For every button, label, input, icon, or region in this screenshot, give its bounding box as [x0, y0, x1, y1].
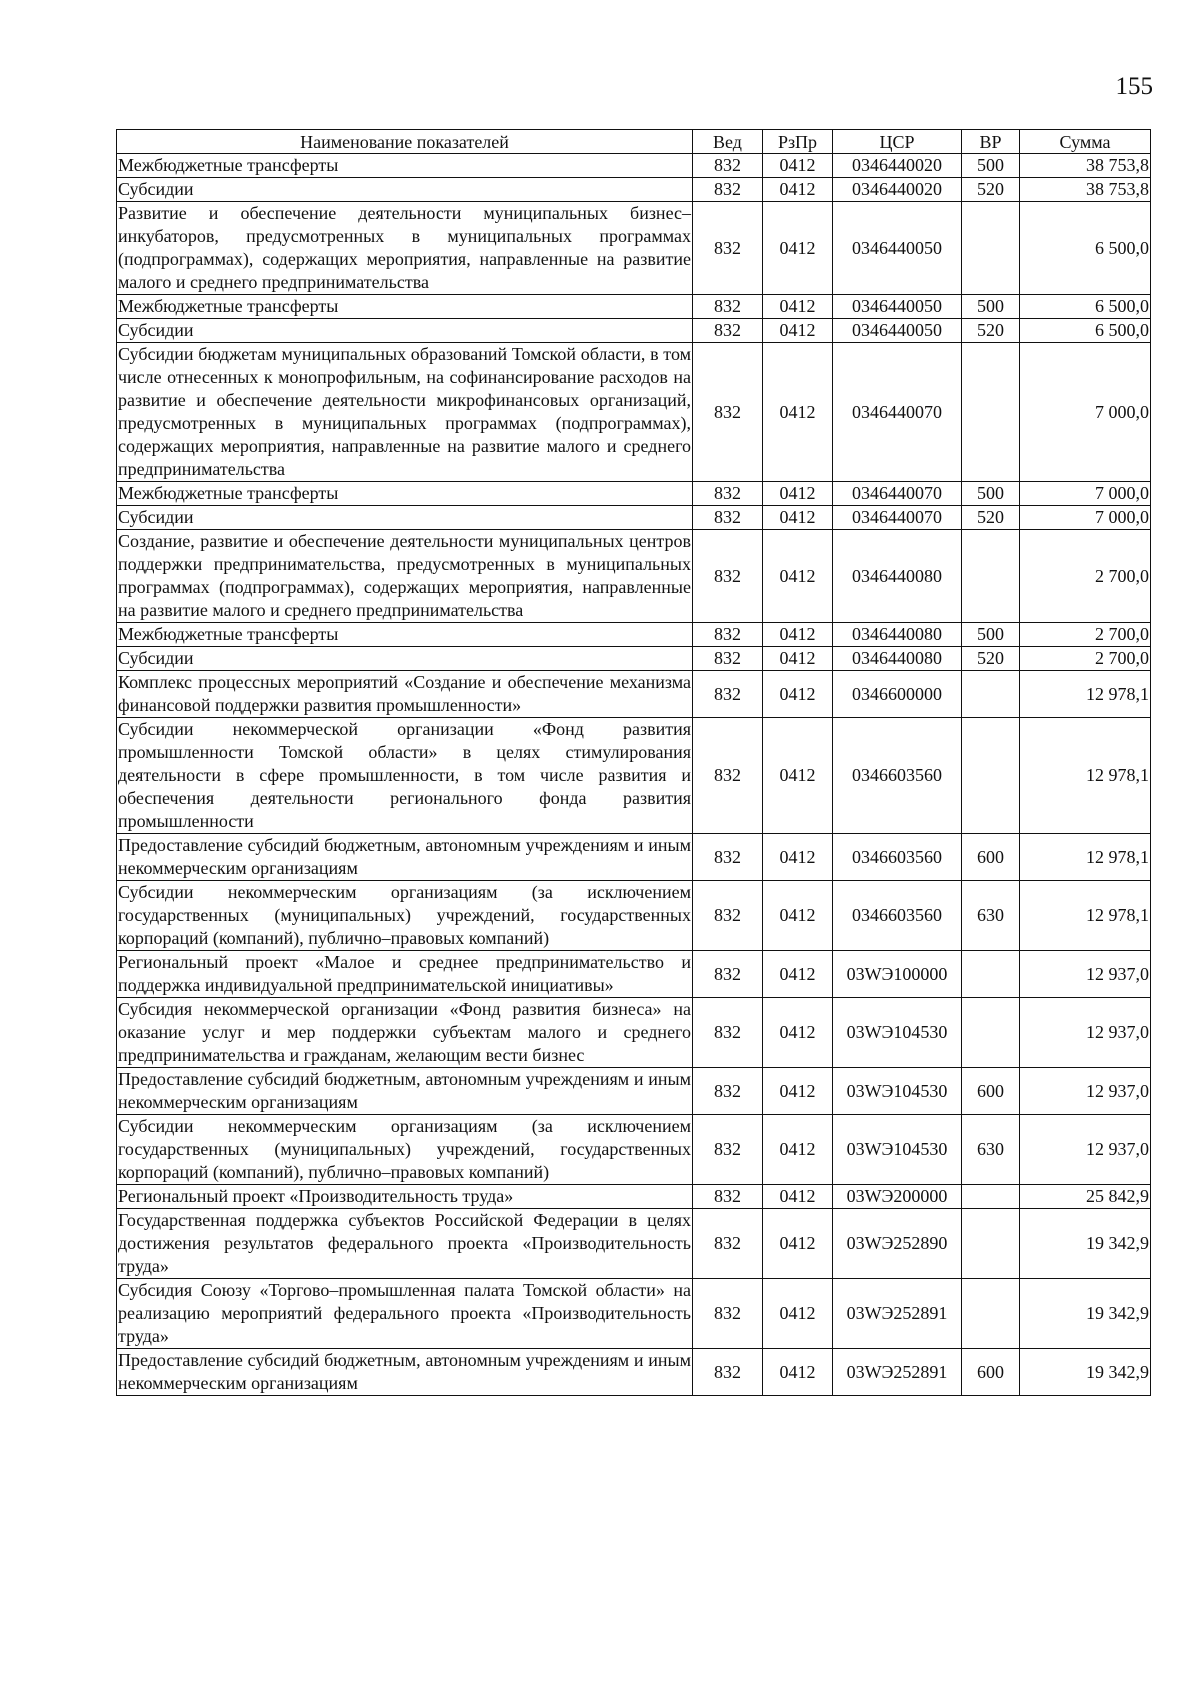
table-row: [117, 178, 1151, 202]
cell-vr: [962, 951, 1020, 998]
cell-csr: 0346440080: [833, 623, 962, 647]
cell-sum: 6 500,0: [1020, 202, 1151, 295]
cell-name: Межбюджетные трансферты: [117, 623, 693, 647]
cell-sum: 6 500,0: [1020, 319, 1151, 343]
cell-ved: 832: [693, 1209, 763, 1279]
cell-csr: 03WЭ200000: [833, 1185, 962, 1209]
cell-rzpr: 0412: [763, 998, 833, 1068]
cell-ved: 832: [693, 506, 763, 530]
cell-ved: 832: [693, 671, 763, 718]
header-csr: ЦСР: [833, 130, 962, 154]
table-row: [117, 623, 1151, 647]
cell-rzpr: 0412: [763, 671, 833, 718]
cell-ved: 832: [693, 154, 763, 178]
cell-csr: 0346600000: [833, 671, 962, 718]
cell-name: Субсидии некоммерческим организациям (за исключением государственных (муниципальных) учреждений, государственных корпораций (компаний), публично–правовых компаний): [117, 1115, 693, 1185]
cell-ved: 832: [693, 295, 763, 319]
cell-vr: 520: [962, 178, 1020, 202]
cell-sum: 7 000,0: [1020, 506, 1151, 530]
cell-name: Комплекс процессных мероприятий «Создание и обеспечение механизма финансовой поддержки развития промышленности»: [117, 671, 693, 718]
cell-csr: 0346440020: [833, 154, 962, 178]
cell-vr: 500: [962, 295, 1020, 319]
cell-sum: 12 937,0: [1020, 1115, 1151, 1185]
table-row: [117, 530, 1151, 623]
table-row: [117, 343, 1151, 482]
cell-vr: 500: [962, 623, 1020, 647]
table-row: [117, 1185, 1151, 1209]
cell-name: Межбюджетные трансферты: [117, 295, 693, 319]
cell-rzpr: 0412: [763, 647, 833, 671]
cell-csr: 0346440070: [833, 343, 962, 482]
cell-sum: 38 753,8: [1020, 178, 1151, 202]
cell-csr: 0346440050: [833, 319, 962, 343]
cell-rzpr: 0412: [763, 530, 833, 623]
cell-name: Субсидия Союзу «Торгово–промышленная палата Томской области» на реализацию мероприятий федерального проекта «Производительность труда»: [117, 1279, 693, 1349]
cell-rzpr: 0412: [763, 623, 833, 647]
table-row: [117, 319, 1151, 343]
cell-sum: 6 500,0: [1020, 295, 1151, 319]
cell-vr: 600: [962, 1349, 1020, 1396]
cell-name: Субсидии некоммерческим организациям (за исключением государственных (муниципальных) учреждений, государственных корпораций (компаний), публично–правовых компаний): [117, 881, 693, 951]
table-row: [117, 506, 1151, 530]
cell-ved: 832: [693, 530, 763, 623]
cell-vr: [962, 202, 1020, 295]
cell-ved: 832: [693, 998, 763, 1068]
cell-ved: 832: [693, 1115, 763, 1185]
cell-csr: 03WЭ104530: [833, 1115, 962, 1185]
cell-rzpr: 0412: [763, 506, 833, 530]
table-row: [117, 834, 1151, 881]
cell-sum: 19 342,9: [1020, 1279, 1151, 1349]
cell-name: Предоставление субсидий бюджетным, автономным учреждениям и иным некоммерческим организациям: [117, 1068, 693, 1115]
cell-rzpr: 0412: [763, 1349, 833, 1396]
cell-sum: 12 937,0: [1020, 998, 1151, 1068]
cell-rzpr: 0412: [763, 202, 833, 295]
table-row: [117, 998, 1151, 1068]
cell-name: Предоставление субсидий бюджетным, автономным учреждениям и иным некоммерческим организациям: [117, 834, 693, 881]
page-number: 155: [1115, 73, 1153, 100]
cell-ved: 832: [693, 1279, 763, 1349]
cell-csr: 03WЭ252890: [833, 1209, 962, 1279]
cell-csr: 0346440070: [833, 506, 962, 530]
cell-ved: 832: [693, 718, 763, 834]
cell-name: Предоставление субсидий бюджетным, автономным учреждениям и иным некоммерческим организациям: [117, 1349, 693, 1396]
cell-ved: 832: [693, 951, 763, 998]
cell-sum: 12 978,1: [1020, 671, 1151, 718]
cell-sum: 7 000,0: [1020, 343, 1151, 482]
cell-csr: 03WЭ252891: [833, 1279, 962, 1349]
cell-csr: 0346440050: [833, 295, 962, 319]
cell-sum: 19 342,9: [1020, 1349, 1151, 1396]
cell-name: Межбюджетные трансферты: [117, 482, 693, 506]
cell-name: Субсидии: [117, 319, 693, 343]
table-body: [117, 154, 1151, 1396]
cell-csr: 0346440070: [833, 482, 962, 506]
cell-csr: 0346603560: [833, 834, 962, 881]
cell-ved: 832: [693, 1349, 763, 1396]
cell-name: Субсидии бюджетам муниципальных образований Томской области, в том числе отнесенных к монопрофильным, на софинансирование расходов на развитие и обеспечение деятельности микрофинансовых организаций, предусмотренных в муниципальных программах (подпрограммах), содержащих мероприятия, направленные на развитие малого и среднего предпринимательства: [117, 343, 693, 482]
cell-ved: 832: [693, 202, 763, 295]
cell-ved: 832: [693, 319, 763, 343]
cell-vr: [962, 718, 1020, 834]
cell-ved: 832: [693, 343, 763, 482]
cell-vr: [962, 1279, 1020, 1349]
cell-vr: [962, 530, 1020, 623]
cell-csr: 0346603560: [833, 881, 962, 951]
cell-ved: 832: [693, 1185, 763, 1209]
cell-rzpr: 0412: [763, 178, 833, 202]
cell-name: Субсидии некоммерческой организации «Фонд развития промышленности Томской области» в целях стимулирования деятельности в сфере промышленности, в том числе развития и обеспечения деятельности регионального фонда развития промышленности: [117, 718, 693, 834]
cell-vr: [962, 671, 1020, 718]
table-row: [117, 647, 1151, 671]
cell-name: Субсидии: [117, 506, 693, 530]
cell-csr: 03WЭ252891: [833, 1349, 962, 1396]
cell-rzpr: 0412: [763, 951, 833, 998]
header-sum: Сумма: [1020, 130, 1151, 154]
header-ved: Вед: [693, 130, 763, 154]
table-row: [117, 1349, 1151, 1396]
cell-csr: 03WЭ104530: [833, 998, 962, 1068]
table-row: [117, 482, 1151, 506]
header-name: Наименование показателей: [117, 130, 693, 154]
cell-name: Создание, развитие и обеспечение деятельности муниципальных центров поддержки предпринимательства, предусмотренных в муниципальных программах (подпрограммах), содержащих мероприятия, направленные на развитие малого и среднего предпринимательства: [117, 530, 693, 623]
cell-vr: 520: [962, 506, 1020, 530]
cell-rzpr: 0412: [763, 1115, 833, 1185]
cell-ved: 832: [693, 834, 763, 881]
table-row: [117, 951, 1151, 998]
cell-rzpr: 0412: [763, 1279, 833, 1349]
cell-csr: 0346440080: [833, 530, 962, 623]
cell-rzpr: 0412: [763, 343, 833, 482]
cell-sum: 2 700,0: [1020, 530, 1151, 623]
cell-rzpr: 0412: [763, 718, 833, 834]
cell-ved: 832: [693, 881, 763, 951]
cell-vr: 630: [962, 881, 1020, 951]
table-row: [117, 1068, 1151, 1115]
cell-csr: 03WЭ100000: [833, 951, 962, 998]
budget-table: [116, 129, 1151, 1396]
cell-vr: [962, 1209, 1020, 1279]
cell-vr: [962, 998, 1020, 1068]
table-row: [117, 295, 1151, 319]
cell-vr: 600: [962, 1068, 1020, 1115]
cell-vr: 520: [962, 319, 1020, 343]
table-row: [117, 1209, 1151, 1279]
cell-ved: 832: [693, 623, 763, 647]
cell-sum: 2 700,0: [1020, 647, 1151, 671]
cell-name: Государственная поддержка субъектов Российской Федерации в целях достижения результатов федерального проекта «Производительность труда»: [117, 1209, 693, 1279]
table-row: [117, 671, 1151, 718]
cell-ved: 832: [693, 647, 763, 671]
cell-name: Межбюджетные трансферты: [117, 154, 693, 178]
cell-rzpr: 0412: [763, 154, 833, 178]
table-row: [117, 202, 1151, 295]
cell-sum: 12 978,1: [1020, 718, 1151, 834]
cell-vr: 500: [962, 482, 1020, 506]
cell-csr: 03WЭ104530: [833, 1068, 962, 1115]
cell-name: Субсидии: [117, 178, 693, 202]
table-row: [117, 154, 1151, 178]
cell-name: Региональный проект «Малое и среднее предпринимательство и поддержка индивидуальной предпринимательской инициативы»: [117, 951, 693, 998]
cell-ved: 832: [693, 1068, 763, 1115]
cell-csr: 0346440080: [833, 647, 962, 671]
table-row: [117, 718, 1151, 834]
cell-csr: 0346440020: [833, 178, 962, 202]
cell-rzpr: 0412: [763, 482, 833, 506]
table-row: [117, 1279, 1151, 1349]
cell-rzpr: 0412: [763, 1185, 833, 1209]
cell-csr: 0346603560: [833, 718, 962, 834]
cell-name: Субсидии: [117, 647, 693, 671]
cell-rzpr: 0412: [763, 1209, 833, 1279]
cell-sum: 12 978,1: [1020, 881, 1151, 951]
cell-sum: 12 937,0: [1020, 951, 1151, 998]
cell-sum: 7 000,0: [1020, 482, 1151, 506]
cell-name: Региональный проект «Производительность труда»: [117, 1185, 693, 1209]
cell-sum: 38 753,8: [1020, 154, 1151, 178]
header-rzpr: РзПр: [763, 130, 833, 154]
header-vr: ВР: [962, 130, 1020, 154]
cell-sum: 25 842,9: [1020, 1185, 1151, 1209]
cell-vr: 630: [962, 1115, 1020, 1185]
cell-sum: 19 342,9: [1020, 1209, 1151, 1279]
cell-vr: [962, 343, 1020, 482]
cell-rzpr: 0412: [763, 295, 833, 319]
cell-sum: 12 937,0: [1020, 1068, 1151, 1115]
cell-ved: 832: [693, 178, 763, 202]
cell-ved: 832: [693, 482, 763, 506]
cell-vr: 500: [962, 154, 1020, 178]
cell-rzpr: 0412: [763, 834, 833, 881]
cell-sum: 2 700,0: [1020, 623, 1151, 647]
cell-vr: 520: [962, 647, 1020, 671]
cell-sum: 12 978,1: [1020, 834, 1151, 881]
cell-rzpr: 0412: [763, 319, 833, 343]
table-header-row: [117, 130, 1151, 154]
cell-rzpr: 0412: [763, 1068, 833, 1115]
table-row: [117, 881, 1151, 951]
cell-vr: 600: [962, 834, 1020, 881]
cell-name: Субсидия некоммерческой организации «Фонд развития бизнеса» на оказание услуг и мер поддержки субъектам малого и среднего предпринимательства и гражданам, желающим вести бизнес: [117, 998, 693, 1068]
cell-vr: [962, 1185, 1020, 1209]
cell-csr: 0346440050: [833, 202, 962, 295]
table-row: [117, 1115, 1151, 1185]
cell-name: Развитие и обеспечение деятельности муниципальных бизнес–инкубаторов, предусмотренных в муниципальных программах (подпрограммах), содержащих мероприятия, направленные на развитие малого и среднего предпринимательства: [117, 202, 693, 295]
cell-rzpr: 0412: [763, 881, 833, 951]
